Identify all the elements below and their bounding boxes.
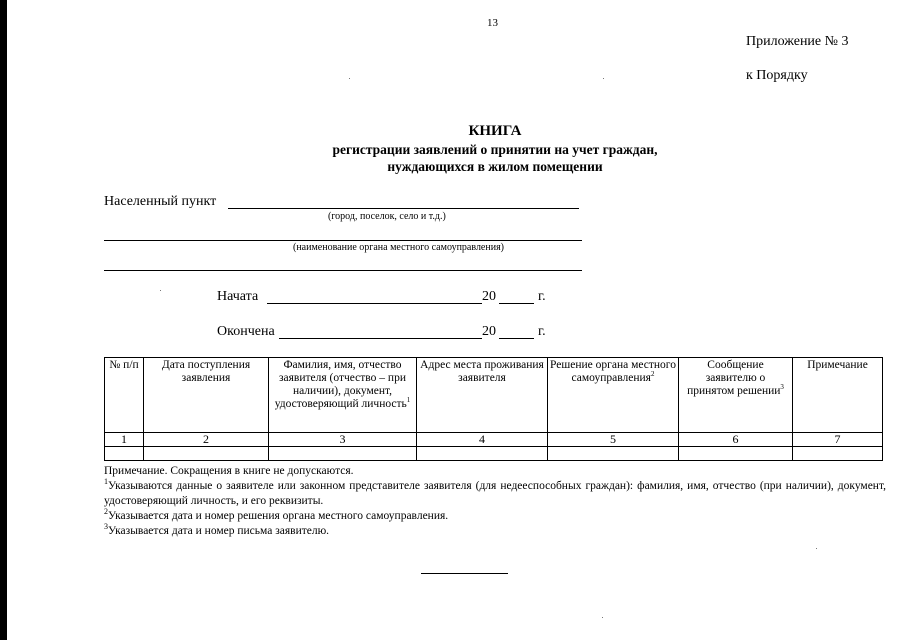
scan-speck [349, 78, 350, 79]
footnote-mark: 1 [104, 477, 108, 487]
started-year-suffix: г. [538, 289, 546, 304]
column-number: 3 [269, 433, 417, 447]
footnote-1: $^1$Указываются данные о заявителе или законном представителе заявителя (для недееспособных граждан): фамилия, имя, отчество (при наличии), документ, удостоверяющий личность, и его реквизиты. [104, 477, 886, 507]
started-label: Начата [217, 289, 259, 304]
footnote-mark: 2 [650, 370, 655, 379]
column-number-row [105, 433, 883, 447]
header-authority-decision: Решение органа местного самоуправления$^2$ [548, 358, 679, 433]
column-number: 1 [105, 433, 144, 447]
column-number: 6 [679, 433, 793, 447]
register-table [104, 357, 883, 461]
settlement-label: Населенный пункт [104, 194, 217, 209]
settlement-field-line[interactable] [228, 208, 579, 209]
scan-edge-bar [0, 0, 7, 640]
table-cell[interactable] [105, 447, 144, 461]
table-row [105, 447, 883, 461]
table-cell[interactable] [269, 447, 417, 461]
ended-date-line[interactable] [279, 338, 482, 339]
column-number: 4 [417, 433, 548, 447]
started-year-line[interactable] [499, 303, 534, 304]
header-address: Адрес места проживания заявителя [417, 358, 548, 433]
scan-speck [602, 617, 603, 618]
table-cell[interactable] [144, 447, 269, 461]
column-number: 2 [144, 433, 269, 447]
header-decision-notice: Сообщение заявителю о принятом решении$^3$ [679, 358, 793, 433]
authority-field-line[interactable] [104, 240, 582, 241]
started-date-line[interactable] [267, 303, 482, 304]
scan-speck [160, 290, 161, 291]
ended-year-line[interactable] [499, 338, 534, 339]
document-subtitle-line-2: нуждающихся в жилом помещении [387, 159, 603, 174]
document-subtitle-line-1: регистрации заявлений о принятии на учет граждан, [332, 142, 658, 157]
footnote-3: $^3$Указывается дата и номер письма заявителю. [104, 522, 330, 537]
footnote-mark: 3 [780, 383, 784, 392]
scan-speck [816, 548, 817, 549]
page-number: 13 [487, 17, 498, 29]
footnote-mark: 1 [406, 396, 411, 405]
appendix-label: Приложение № 3 [746, 34, 849, 49]
ended-year-suffix: г. [538, 324, 546, 339]
footnote-mark: 2 [104, 507, 108, 517]
document-title: КНИГА [468, 123, 522, 139]
notes-section [104, 464, 886, 539]
settlement-caption: (город, поселок, село и т.д.) [328, 211, 446, 222]
table-cell[interactable] [548, 447, 679, 461]
table-cell[interactable] [679, 447, 793, 461]
ended-label: Окончена [217, 324, 275, 339]
note-text: Примечание. Сокращения в книге не допускаются. [104, 465, 354, 477]
ended-year-prefix: 20 [482, 324, 496, 339]
scan-speck [603, 78, 604, 79]
started-year-prefix: 20 [482, 289, 496, 304]
column-number: 7 [793, 433, 883, 447]
column-number: 5 [548, 433, 679, 447]
header-applicant-name: Фамилия, имя, отчество заявителя (отчество – при наличии), документ, удостоверяющий личность$^1$ [269, 358, 417, 433]
header-receipt-date: Дата поступления заявления [144, 358, 269, 433]
order-label: к Порядку [746, 68, 808, 83]
footnote-mark: 3 [104, 522, 108, 532]
table-cell[interactable] [417, 447, 548, 461]
table-cell[interactable] [793, 447, 883, 461]
header-number: № п/п [105, 358, 144, 433]
header-remarks: Примечание [793, 358, 883, 433]
end-divider [421, 573, 508, 574]
authority-field-line-2[interactable] [104, 270, 582, 271]
authority-caption: (наименование органа местного самоуправления) [293, 242, 505, 253]
footnote-2: $^2$Указывается дата и номер решения органа местного самоуправления. [104, 507, 449, 522]
table-header-row [105, 358, 883, 433]
